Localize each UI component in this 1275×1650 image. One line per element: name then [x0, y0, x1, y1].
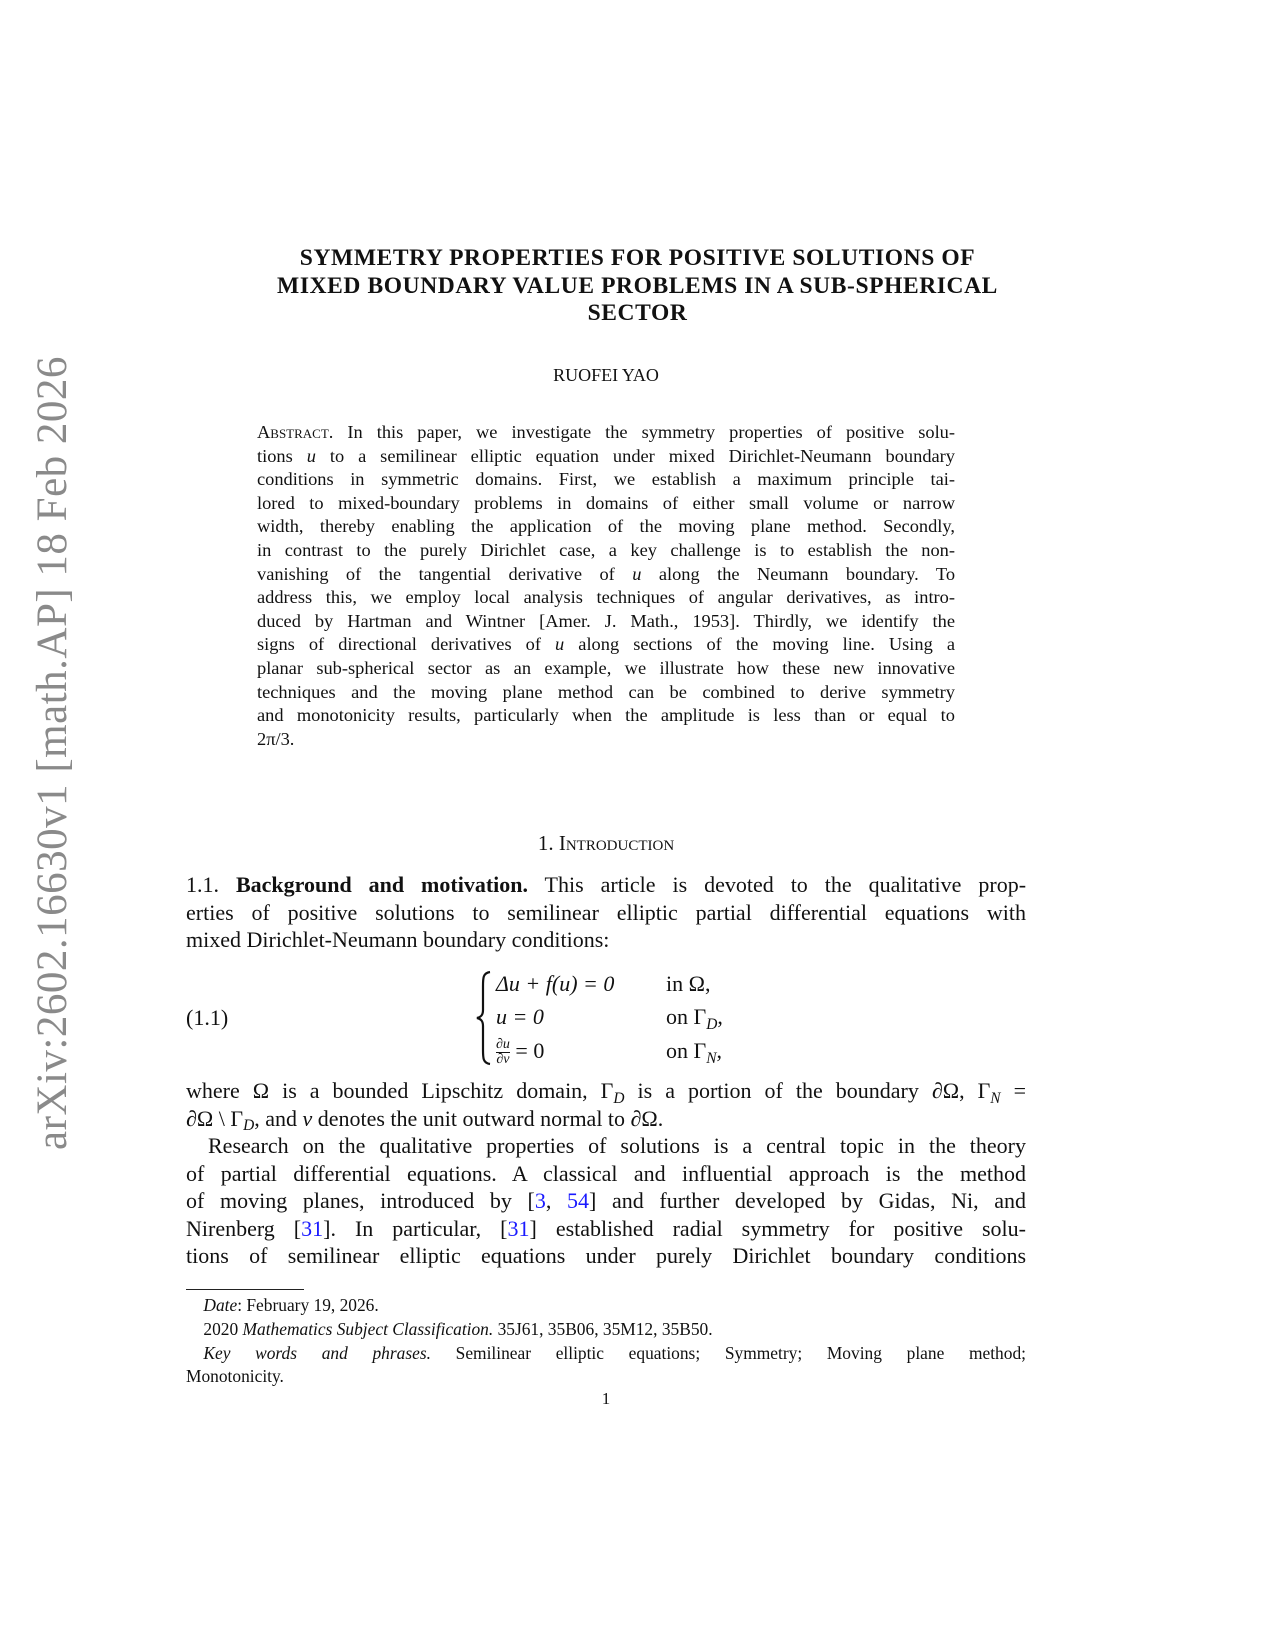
- text-segment: signs of directional derivatives of: [257, 634, 556, 655]
- text-segment: [186, 1343, 203, 1363]
- paper-title: [150, 245, 1125, 328]
- text-line: [257, 657, 955, 681]
- text-line: [257, 492, 955, 516]
- text-line: [257, 633, 955, 657]
- text-segment: 1.1.: [186, 872, 236, 897]
- text-segment: in contrast to the purely Dirichlet case, a key challenge is to establish the non-: [257, 539, 955, 560]
- text-line: [257, 586, 955, 610]
- fraction-tail: = 0: [509, 1038, 545, 1063]
- text-segment: Abstract.: [257, 422, 334, 442]
- text-segment: lored to mixed-boundary problems in domains of either small volume or narrow: [257, 492, 955, 513]
- title-line: MIXED BOUNDARY VALUE PROBLEMS IN A SUB-SPHERICAL: [277, 272, 998, 299]
- equation-row-rhs: on $\Gamma_N$,: [666, 1038, 722, 1067]
- text-segment: 35J61, 35B06, 35M12, 35B50.: [493, 1318, 713, 1339]
- text-segment: [186, 1295, 203, 1315]
- text-line: [186, 1342, 1026, 1366]
- equation-row-rhs: in Ω,: [666, 971, 711, 996]
- text-segment: address this, we employ local analysis techniques of angular derivatives, as intro-: [257, 587, 955, 608]
- text-segment: vanishing of the tangential derivative of: [257, 563, 633, 584]
- fraction-numerator: ∂u: [496, 1037, 510, 1053]
- text-segment: mixed Dirichlet-Neumann boundary conditions:: [186, 927, 610, 952]
- text-segment: Nirenberg [: [186, 1215, 302, 1241]
- citation-link[interactable]: 54: [567, 1188, 590, 1213]
- text-line: [257, 421, 955, 445]
- text-line: [186, 1077, 1026, 1105]
- text-segment: Background and motivation.: [235, 872, 528, 897]
- text-segment: erties of positive solutions to semilinear elliptic partial differential equations with: [186, 899, 1026, 925]
- subscript: N: [706, 1049, 717, 1067]
- page-number: 1: [601, 1389, 611, 1408]
- text-segment: : February 19, 2026.: [237, 1295, 379, 1315]
- text-segment: along the Neumann boundary. To: [641, 563, 956, 584]
- citation-link[interactable]: 31: [507, 1215, 530, 1241]
- text-line: [257, 704, 955, 728]
- text-segment: ∂Ω \ Γ: [186, 1105, 244, 1131]
- text-line: [186, 1318, 1026, 1342]
- subscript: D: [706, 1015, 718, 1033]
- text-line: [257, 539, 955, 563]
- text-segment: conditions in symmetric domains. First, we establish a maximum principle tai-: [257, 469, 955, 490]
- text-line: [257, 445, 955, 469]
- equation-number: (1.1): [186, 1005, 229, 1030]
- text-segment: tions: [257, 445, 307, 466]
- text-segment: ] and further developed by Gidas, Ni, and: [589, 1188, 1026, 1213]
- text-segment: 2π/3.: [257, 728, 295, 749]
- text-line: [257, 610, 955, 634]
- text-segment: Monotonicity.: [186, 1366, 284, 1387]
- text-line: [186, 1215, 1026, 1243]
- text-segment: , and: [254, 1105, 303, 1131]
- text-segment: ]. In particular, [: [323, 1215, 508, 1241]
- equation-1-1: [186, 970, 1026, 1070]
- text-line: [186, 871, 1026, 899]
- paragraph-definitions: [186, 1077, 1026, 1135]
- text-line: [186, 1365, 1026, 1389]
- paragraph-background: [186, 871, 1026, 954]
- text-line: [186, 1294, 1026, 1318]
- text-line: [186, 1132, 1026, 1160]
- title-line: SECTOR: [587, 300, 688, 326]
- equation-row-lhs: u = 0: [496, 1004, 544, 1029]
- text-segment: Key words and phrases.: [203, 1342, 431, 1363]
- paragraph-research: [186, 1132, 1026, 1270]
- text-segment: is a portion of the boundary ∂Ω, Γ: [624, 1078, 991, 1103]
- abstract: [257, 421, 955, 751]
- text-line: [186, 1242, 1026, 1270]
- footnotes: [186, 1294, 1026, 1389]
- text-segment: u: [306, 445, 316, 466]
- citation-link[interactable]: 3: [534, 1188, 546, 1213]
- text-segment: Mathematics Subject Classification.: [242, 1318, 494, 1339]
- text-segment: D: [243, 1117, 255, 1135]
- text-segment: Research on the qualitative properties of solutions is a central topic in the theory: [186, 1133, 1026, 1158]
- title-line: SYMMETRY PROPERTIES FOR POSITIVE SOLUTIONS OF: [299, 245, 976, 271]
- text-line: [257, 468, 955, 492]
- text-segment: ] established radial symmetry for positive solu-: [529, 1215, 1026, 1241]
- citation-link[interactable]: 31: [301, 1215, 324, 1241]
- text-line: [186, 1105, 1026, 1133]
- text-line: [257, 728, 955, 752]
- text-segment: u: [632, 563, 642, 584]
- text-segment: denotes the unit outward normal to ∂Ω.: [312, 1105, 664, 1131]
- fraction: [496, 1038, 510, 1067]
- text-segment: In this paper, we investigate the symmetry properties of positive solu-: [333, 422, 955, 442]
- text-segment: duced by Hartman and Wintner [Amer. J. Math., 1953]. Thirdly, we identify the: [257, 610, 955, 631]
- text-segment: techniques and the moving plane method can be combined to derive symmetry: [257, 681, 955, 702]
- equation-row-rhs: on $\Gamma_D$,: [666, 1004, 723, 1033]
- footnote-rule: [186, 1289, 304, 1290]
- text-segment: planar sub-spherical sector as an example, we illustrate how these new innovative: [257, 657, 955, 678]
- text-line: [186, 899, 1026, 927]
- text-segment: to a semilinear elliptic equation under mixed Dirichlet-Neumann boundary: [315, 445, 955, 466]
- text-segment: and monotonicity results, particularly when the amplitude is less than or equal to: [257, 705, 955, 726]
- text-segment: u: [555, 634, 565, 655]
- equation-row-lhs: [496, 1036, 544, 1066]
- text-segment: width, thereby enabling the application of the moving plane method. Secondly,: [257, 516, 955, 537]
- section-heading: 1. Introduction: [537, 831, 675, 855]
- fraction-denominator: ∂ν: [496, 1052, 510, 1068]
- text-segment: N: [990, 1089, 1001, 1107]
- text-segment: ν: [302, 1105, 313, 1131]
- arxiv-stamp: arXiv:2602.16630v1 [math.AP] 18 Feb 2026: [29, 356, 76, 1150]
- text-segment: ,: [545, 1188, 568, 1213]
- text-segment: This article is devoted to the qualitative prop-: [528, 872, 1027, 897]
- text-segment: where Ω is a bounded Lipschitz domain, Γ: [186, 1078, 614, 1103]
- text-segment: 2020: [186, 1318, 243, 1339]
- text-line: [257, 563, 955, 587]
- text-segment: of partial differential equations. A classical and influential approach is the method: [186, 1160, 1026, 1186]
- left-brace: [476, 970, 492, 1066]
- equation-row-lhs: Δu + f(u) = 0: [496, 971, 615, 996]
- text-segment: Semilinear elliptic equations; Symmetry; Moving plane method;: [430, 1342, 1026, 1363]
- text-segment: =: [1000, 1078, 1026, 1103]
- text-segment: D: [613, 1089, 625, 1107]
- text-segment: Date: [203, 1295, 238, 1315]
- text-line: [257, 515, 955, 539]
- text-segment: tions of semilinear elliptic equations under purely Dirichlet boundary conditions: [186, 1243, 1026, 1268]
- text-line: [186, 926, 1026, 954]
- text-segment: of moving planes, introduced by [: [186, 1188, 535, 1213]
- text-line: [186, 1160, 1026, 1188]
- text-segment: along sections of the moving line. Using a: [564, 634, 955, 655]
- text-line: [186, 1187, 1026, 1215]
- text-line: [257, 681, 955, 705]
- author: RUOFEI YAO: [553, 365, 659, 385]
